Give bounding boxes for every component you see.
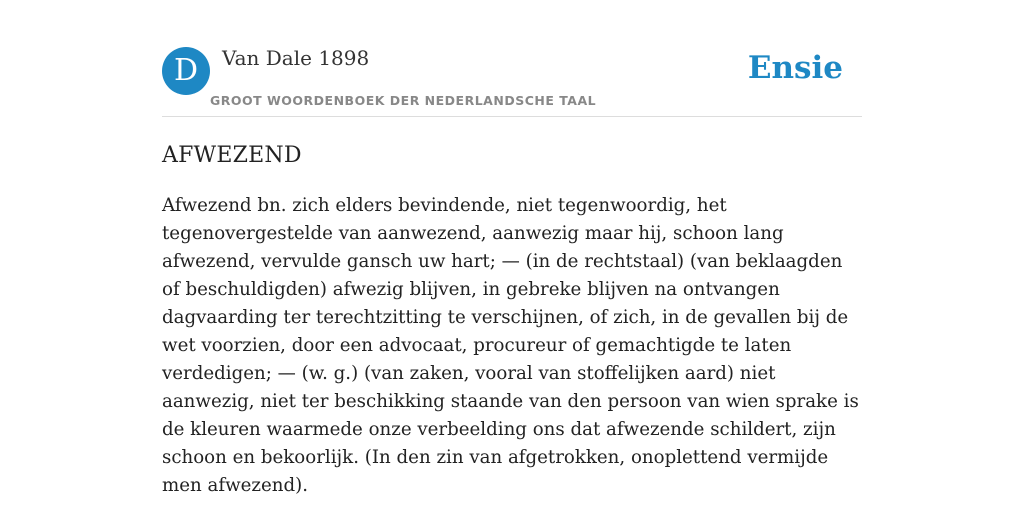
card-header (162, 42, 862, 117)
entry-card (162, 42, 862, 500)
source-subtitle: GROOT WOORDENBOEK DER NEDERLANDSCHE TAAL (210, 93, 597, 108)
definition-text: Afwezend bn. zich elders bevindende, niet tegenwoordig, het tegenovergestelde van aanwezend, aanwezig maar hij, schoon lang afwezend, vervulde gansch uw hart; — (in de rechtstaal) (van beklaagden of beschuldigden) afwezig blijven, in gebreke blijven na ontvangen dagvaarding ter terechtzitting te verschijnen, of zich, in de gevallen bij de wet voorzien, door een advocaat, procureur of gemachtigde te laten verdedigen; — (w. g.) (van zaken, vooral van stoffelijken aard) niet aanwezig, niet ter beschikking staande van den persoon van wien sprake is de kleuren waarmede onze verbeelding ons dat afwezende schildert, zijn schoon en bekoorlijk. (In den zin van afgetrokken, onoplettend vermijde men afwezend). (162, 195, 859, 496)
headword: AFWEZEND (162, 143, 302, 168)
brand-logo[interactable]: Ensie (747, 50, 843, 86)
source-title[interactable]: Van Dale 1898 (222, 46, 370, 70)
source-logo[interactable]: D (162, 47, 210, 95)
